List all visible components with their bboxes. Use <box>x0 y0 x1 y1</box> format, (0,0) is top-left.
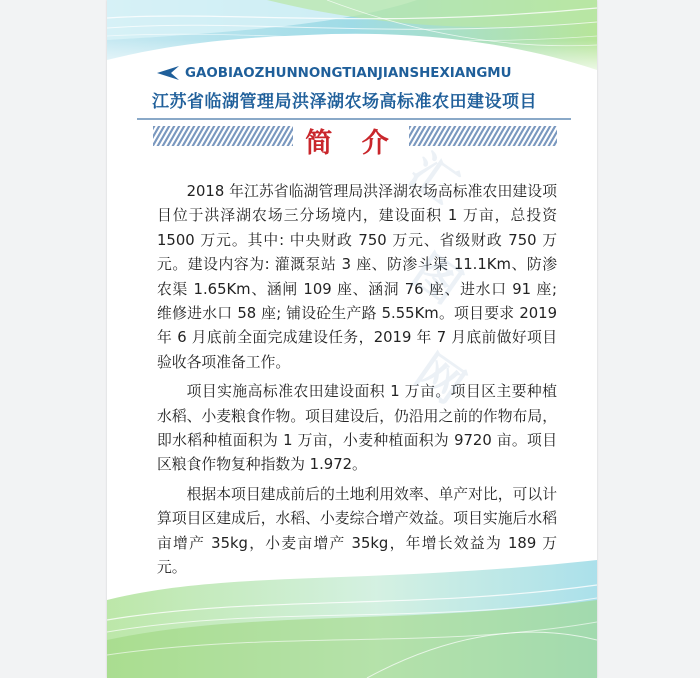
header-pinyin: GAOBIAOZHUNNONGTIANJIANSHEXIANGMU <box>185 65 512 81</box>
section-title: 简 介 <box>305 128 399 159</box>
header-row <box>157 62 587 84</box>
svg-text:图: 图 <box>402 243 472 314</box>
header-divider <box>137 118 571 120</box>
paragraph-2: 项目实施高标准农田建设面积 1 万亩。项目区主要种植水稻、小麦粮食作物。项目建设后，仍沿用之前的作物布局，即水稻种植面积为 1 万亩，小麦种植面积为 9720 亩。项目区粮食作物复种指数为 1.972。 <box>157 383 557 474</box>
poster <box>107 0 597 678</box>
arrow-left-icon <box>157 66 179 80</box>
svg-text:汇: 汇 <box>399 143 469 215</box>
intro-body <box>157 180 557 586</box>
paragraph-1: 2018 年江苏省临湖管理局洪泽湖农场高标准农田建设项目位于洪泽湖农场三分场境内，建设面积 1 万亩，总投资 1500 万元。其中: 中央财政 750 万元、省级财政 750 万元。建设内容为: 灌溉泵站 3 座、防渗斗渠 11.1Km、防渗农渠 1.65Km、涵闸 109 座、涵洞 76 座、进水口 91 座; 维修进水口 58 座; 铺设砼生产路 5.55Km。项目要求 2019 年 6 月底前全面完成建设任务，2019 年 7 月底前做好项目验收各项准备工作。 <box>157 183 557 371</box>
paragraph-3: 根据本项目建成前后的土地利用效率、单产对比，可以计算项目区建成后，水稻、小麦综合增产效益。项目实施后水稻亩增产 35kg，小麦亩增产 35kg，年增长效益为 189 万元。 <box>157 485 557 577</box>
svg-text:网: 网 <box>405 343 475 414</box>
project-title: 江苏省临湖管理局洪泽湖农场高标准农田建设项目 <box>152 92 537 112</box>
